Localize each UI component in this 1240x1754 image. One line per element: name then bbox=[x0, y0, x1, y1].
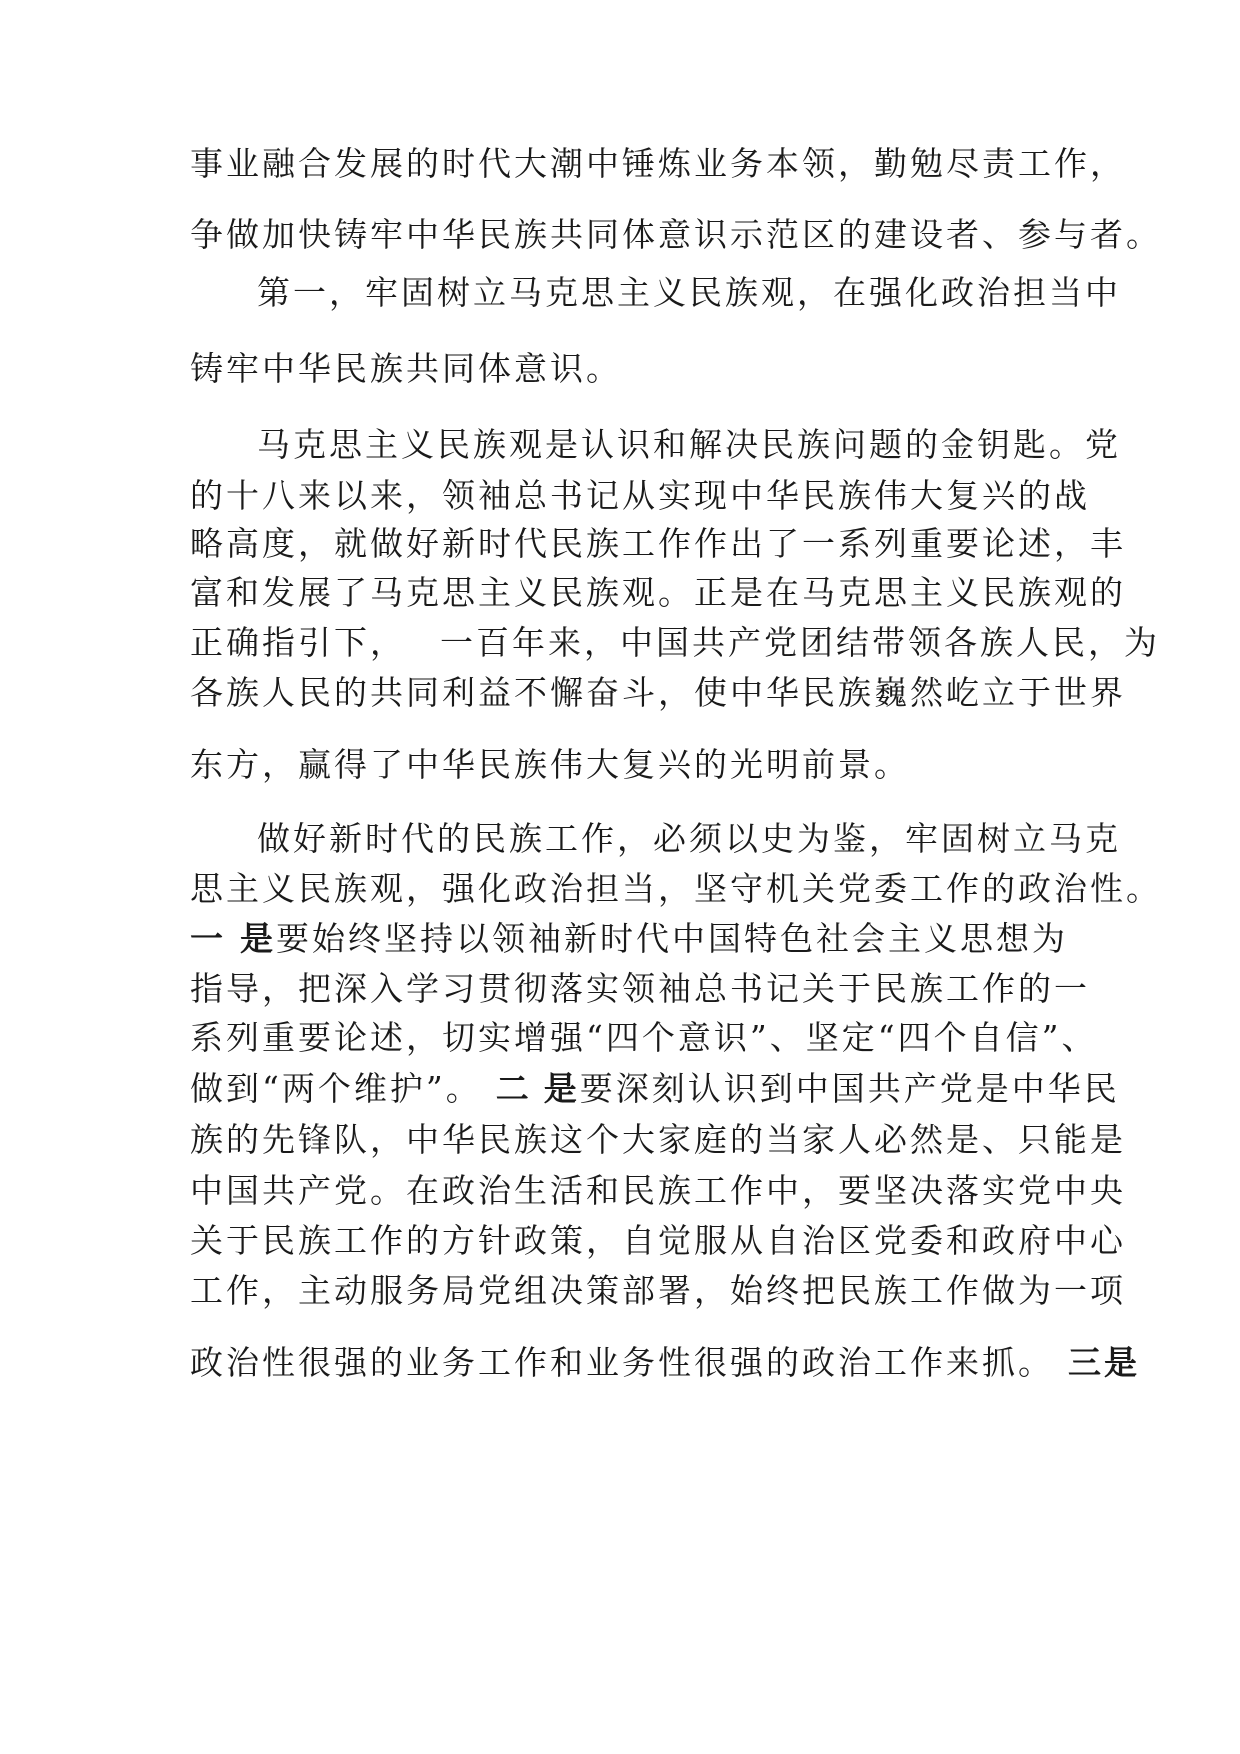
text-span: 略高度，就做好新时代民族工作作出了一系列重要论述，丰 bbox=[190, 524, 1126, 563]
text-line bbox=[190, 212, 1162, 258]
text-line bbox=[190, 1066, 1120, 1112]
text-span: 事业融合发展的时代大潮中锤炼业务本领，勤勉尽责工作， bbox=[190, 144, 1126, 183]
text-line bbox=[190, 1015, 1098, 1061]
text-line bbox=[190, 966, 1090, 1012]
enumeration-marker: 三是 bbox=[1068, 1343, 1140, 1382]
text-line bbox=[190, 866, 1162, 912]
text-span: 争做加快铸牢中华民族共同体意识示范区的建设者、参与者。 bbox=[190, 215, 1162, 254]
enumeration-marker: 是 bbox=[543, 1069, 580, 1108]
text-line bbox=[190, 670, 1126, 716]
paragraph-first-line bbox=[257, 816, 1127, 862]
text-span: 做好新时代的民族工作，必须以史为鉴，牢固树立马克 bbox=[257, 819, 1121, 858]
text-line bbox=[190, 1168, 1126, 1214]
text-line bbox=[190, 1340, 1140, 1386]
text-span: 族的先锋队，中华民族这个大家庭的当家人必然是、只能是 bbox=[190, 1120, 1126, 1159]
text-line bbox=[190, 742, 1060, 788]
enumeration-marker: 是 bbox=[240, 919, 276, 958]
text-span: 系列重要论述，切实增强“四个意识”、坚定“四个自信”、 bbox=[190, 1018, 1098, 1057]
text-span: 关于民族工作的方针政策，自觉服从自治区党委和政府中心 bbox=[190, 1221, 1126, 1260]
text-span: 中国共产党。在政治生活和民族工作中，要坚决落实党中央 bbox=[190, 1171, 1126, 1210]
text-span: 一百年来，中国共产党团结带领各族人民，为 bbox=[440, 623, 1160, 662]
text-span: 富和发展了马克思主义民族观。正是在马克思主义民族观的 bbox=[190, 573, 1126, 612]
text-line bbox=[190, 620, 1160, 666]
enumeration-marker: 一 bbox=[190, 919, 226, 958]
text-line bbox=[190, 473, 1090, 519]
text-span: 做到“两个维护”。 bbox=[190, 1069, 482, 1108]
text-span: 工作，主动服务局党组决策部署，始终把民族工作做为一项 bbox=[190, 1271, 1126, 1310]
section-heading-line bbox=[257, 270, 1127, 316]
enumeration-marker: 二 bbox=[495, 1069, 532, 1108]
text-line bbox=[190, 141, 1126, 187]
text-span: 第一，牢固树立马克思主义民族观，在强化政治担当中 bbox=[257, 273, 1121, 312]
text-line bbox=[190, 521, 1126, 567]
text-line bbox=[190, 1218, 1126, 1264]
text-span: 马克思主义民族观是认识和解决民族问题的金钥匙。党 bbox=[257, 425, 1121, 464]
paragraph-first-line bbox=[257, 422, 1127, 468]
text-span: 思主义民族观，强化政治担当，坚守机关党委工作的政治性。 bbox=[190, 869, 1162, 908]
text-line bbox=[190, 1268, 1126, 1314]
text-span: 要始终坚持以领袖新时代中国特色社会主义思想为 bbox=[276, 919, 1068, 958]
text-line bbox=[190, 1117, 1126, 1163]
text-span: 各族人民的共同利益不懈奋斗，使中华民族巍然屹立于世界 bbox=[190, 673, 1126, 712]
text-line bbox=[190, 570, 1126, 616]
text-span: 的十八来以来，领袖总书记从实现中华民族伟大复兴的战 bbox=[190, 476, 1090, 515]
section-heading-line bbox=[190, 346, 1060, 392]
text-span: 铸牢中华民族共同体意识。 bbox=[190, 349, 622, 388]
text-line bbox=[190, 916, 1068, 962]
text-span: 政治性很强的业务工作和业务性很强的政治工作来抓。 bbox=[190, 1343, 1054, 1382]
text-span: 要深刻认识到中国共产党是中华民 bbox=[579, 1069, 1120, 1108]
text-span: 东方，赢得了中华民族伟大复兴的光明前景。 bbox=[190, 745, 910, 784]
text-span: 正确指引下， bbox=[190, 623, 406, 662]
text-span: 指导，把深入学习贯彻落实领袖总书记关于民族工作的一 bbox=[190, 969, 1090, 1008]
